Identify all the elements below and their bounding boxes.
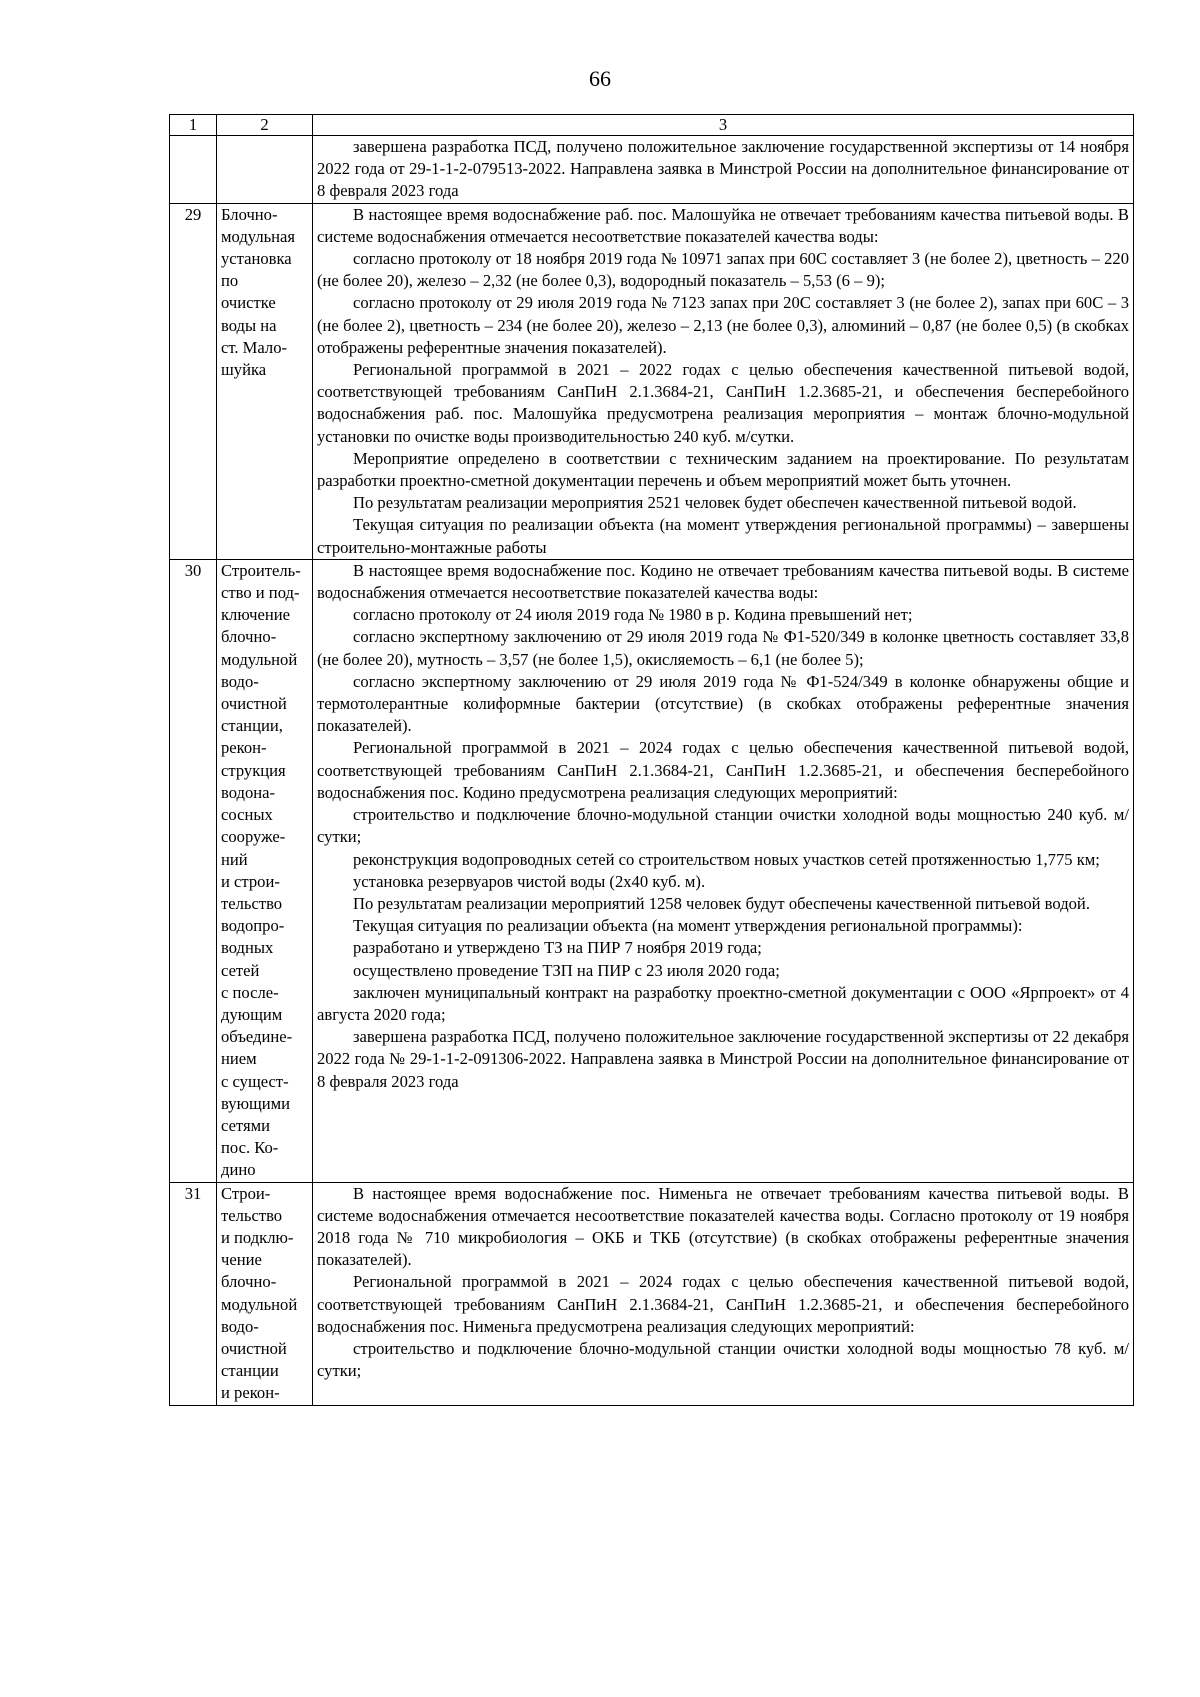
object-name-line: ний [221, 849, 248, 869]
header-col-1: 1 [170, 115, 217, 136]
description-paragraph: разработано и утверждено ТЗ на ПИР 7 ноября 2019 года; [353, 938, 762, 958]
object-name-line: водо- [221, 1316, 259, 1336]
description-cell [313, 203, 1134, 559]
table-row [170, 203, 1134, 559]
object-name-line: ство и под- [221, 583, 300, 603]
description-paragraph: установка резервуаров чистой воды (2х40 куб. м). [353, 871, 706, 891]
object-name-line: водо- [221, 671, 259, 691]
description-paragraph: завершена разработка ПСД, получено положительное заключение государственной экспертизы от 22 декабря 2022 года № 29-1-1-2-091306-2022. Направлена заявка в Минстрой России на дополнительное финансирование от 8 февраля 2023 года [317, 1027, 1129, 1091]
description-cell [313, 1182, 1134, 1405]
object-name-line: водопро- [221, 916, 285, 936]
row-number [170, 136, 217, 204]
description-paragraph: согласно экспертному заключению от 29 июля 2019 года № Ф1-520/349 в колонке цветность составляет 33,8 (не более 20), мутность – 3,57 (не более 1,5), окисляемость – 6,1 (не более 5); [317, 627, 1129, 669]
object-name-line: очистной [221, 1338, 287, 1358]
object-name-line: по [221, 271, 239, 291]
description-paragraph: заключен муниципальный контракт на разработку проектно-сметной документации с ООО «Ярпроект» от 4 августа 2020 года; [317, 982, 1129, 1024]
description-paragraph: Региональной программой в 2021 – 2022 годах с целью обеспечения качественной питьевой водой, соответствующей требованиям СанПиН 2.1.3684-21, СанПиН 1.2.3685-21, и обеспечения бесперебойного водоснабжения раб. пос. Малошуйка предусмотрена реализация мероприятия – монтаж блочно-модульной установки по очистке воды производительностью 240 куб. м/сутки. [317, 360, 1129, 446]
object-name-line: блочно- [221, 627, 277, 647]
object-name-line: вующими [221, 1093, 290, 1113]
object-name-line: струкция [221, 760, 286, 780]
object-name-line: установка [221, 249, 292, 269]
object-name-line: сетями [221, 1115, 270, 1135]
page-number: 66 [589, 66, 611, 91]
object-name-line: сетей [221, 960, 260, 980]
object-name-line: станции [221, 1361, 279, 1381]
description-paragraph: В настоящее время водоснабжение раб. пос. Малошуйка не отвечает требованиям качества питьевой воды. В системе водоснабжения отмечается несоответствие показателей качества воды: [317, 204, 1129, 246]
description-paragraph: строительство и подключение блочно-модульной станции очистки холодной воды мощностью 78 куб. м/сутки; [317, 1338, 1129, 1381]
object-name-line: Строи- [221, 1183, 271, 1203]
table-row [170, 559, 1134, 1182]
object-name-line: объедине- [221, 1027, 293, 1047]
description-paragraph: Текущая ситуация по реализации объекта (на момент утверждения региональной программы): [353, 916, 1023, 936]
description-paragraph: согласно протоколу от 18 ноября 2019 года № 10971 запах при 60С составляет 3 (не более 2), цветность – 220 (не более 20), железо – 2,32 (не более 0,3), водородный показатель – 5,53 (6 – 9); [317, 249, 1129, 291]
description-paragraph: Текущая ситуация по реализации объекта (на момент утверждения региональной программы) – завершены строительно-монтажные работы [317, 515, 1129, 557]
object-name-line: водных [221, 938, 274, 958]
object-name-line: и подклю- [221, 1227, 294, 1247]
object-name-line: рекон- [221, 738, 267, 758]
measures-table [169, 114, 1134, 1406]
object-name-line: сосных [221, 805, 273, 825]
object-name-cell [217, 203, 313, 559]
object-name-line: блочно- [221, 1272, 277, 1292]
description-paragraph: завершена разработка ПСД, получено положительное заключение государственной экспертизы от 14 ноября 2022 года от 29-1-1-2-079513-2022. Направлена заявка в Минстрой России на дополнительное финансирование от 8 февраля 2023 года [317, 137, 1129, 201]
description-cell [313, 136, 1134, 204]
header-col-2: 2 [217, 115, 313, 136]
object-name-line: водона- [221, 782, 276, 802]
description-paragraph: По результатам реализации мероприятий 1258 человек будут обеспечены качественной питьевой водой. [353, 893, 1090, 913]
description-paragraph: строительство и подключение блочно-модульной станции очистки холодной воды мощностью 240 куб. м/сутки; [317, 805, 1129, 847]
object-name-line: станции, [221, 716, 283, 736]
object-name-line: Блочно- [221, 204, 278, 224]
object-name-line: ключение [221, 605, 290, 625]
object-name-line: ст. Мало- [221, 337, 288, 357]
description-cell [313, 559, 1134, 1182]
object-name-line: дино [221, 1160, 256, 1180]
object-name-line: модульной [221, 1294, 298, 1314]
description-paragraph: В настоящее время водоснабжение пос. Кодино не отвечает требованиям качества питьевой воды. В системе водоснабжения отмечается несоответствие показателей качества воды: [317, 560, 1129, 603]
object-name-line: шуйка [221, 360, 267, 380]
description-paragraph: согласно протоколу от 24 июля 2019 года № 1980 в р. Кодина превышений нет; [353, 605, 913, 625]
object-name-cell [217, 136, 313, 204]
object-name-line: и строи- [221, 871, 280, 891]
table-body [170, 136, 1134, 1406]
object-name-line: тельство [221, 1205, 283, 1225]
object-name-line: тельство [221, 893, 283, 913]
object-name-cell [217, 559, 313, 1182]
description-paragraph: По результатам реализации мероприятия 2521 человек будет обеспечен качественной питьевой водой. [353, 493, 1077, 513]
description-paragraph: Мероприятие определено в соответствии с техническим заданием на проектирование. По результатам разработки проектно-сметной документации перечень и объем мероприятий может быть уточнен. [317, 448, 1129, 491]
object-name-line: очистке [221, 293, 276, 313]
table-header-row [170, 115, 1134, 136]
object-name-line: с сущест- [221, 1071, 289, 1091]
description-paragraph: осуществлено проведение ТЗП на ПИР с 23 июля 2020 года; [353, 960, 780, 980]
row-number: 29 [170, 203, 217, 559]
object-name-line: Строитель- [221, 560, 301, 580]
table-row [170, 136, 1134, 204]
object-name-line: пос. Ко- [221, 1138, 279, 1158]
object-name-line: дующим [221, 1004, 283, 1024]
object-name-line: с после- [221, 982, 279, 1002]
object-name-cell [217, 1182, 313, 1405]
row-number: 31 [170, 1182, 217, 1405]
description-paragraph: согласно экспертному заключению от 29 июля 2019 года № Ф1-524/349 в колонке обнаружены общие и термотолерантные колиформные бактерии (отсутствие) (в скобках отображены референтные значения показателей). [317, 671, 1129, 736]
table-row [170, 1182, 1134, 1405]
object-name-line: модульная [221, 226, 296, 246]
description-paragraph: реконструкция водопроводных сетей со строительством новых участков сетей протяженностью 1,775 км; [353, 849, 1100, 869]
description-paragraph: В настоящее время водоснабжение пос. Нименьга не отвечает требованиям качества питьевой воды. В системе водоснабжения отмечается несоответствие показателей качества воды. Согласно протоколу от 19 ноября 2018 года № 710 микробиология – ОКБ и ТКБ (отсутствие) (в скобках отображены референтные значения показателей). [317, 1183, 1129, 1270]
description-paragraph: согласно протоколу от 29 июля 2019 года № 7123 запах при 20С составляет 3 (не более 2), запах при 60С – 3 (не более 2), цветность – 234 (не более 20), железо – 2,13 (не более 0,3), алюминий – 0,87 (не более 0,5) (в скобках отображены референтные значения показателей). [317, 293, 1129, 357]
description-paragraph: Региональной программой в 2021 – 2024 годах с целью обеспечения качественной питьевой водой, соответствующей требованиям СанПиН 2.1.3684-21, СанПиН 1.2.3685-21, и обеспечения бесперебойного водоснабжения пос. Нименьга предусмотрена реализация следующих мероприятий: [317, 1272, 1129, 1336]
object-name-line: воды на [221, 315, 277, 335]
object-name-line: модульной [221, 649, 298, 669]
object-name-line: нием [221, 1049, 257, 1069]
object-name-line: чение [221, 1250, 262, 1270]
object-name-line: очистной [221, 694, 287, 714]
description-paragraph: Региональной программой в 2021 – 2024 годах с целью обеспечения качественной питьевой водой, соответствующей требованиям СанПиН 2.1.3684-21, СанПиН 1.2.3685-21, и обеспечения бесперебойного водоснабжения пос. Кодино предусмотрена реализация следующих мероприятий: [317, 738, 1129, 802]
row-number: 30 [170, 559, 217, 1182]
object-name-line: и рекон- [221, 1383, 280, 1403]
header-col-3: 3 [313, 115, 1134, 136]
object-name-line: сооруже- [221, 827, 286, 847]
